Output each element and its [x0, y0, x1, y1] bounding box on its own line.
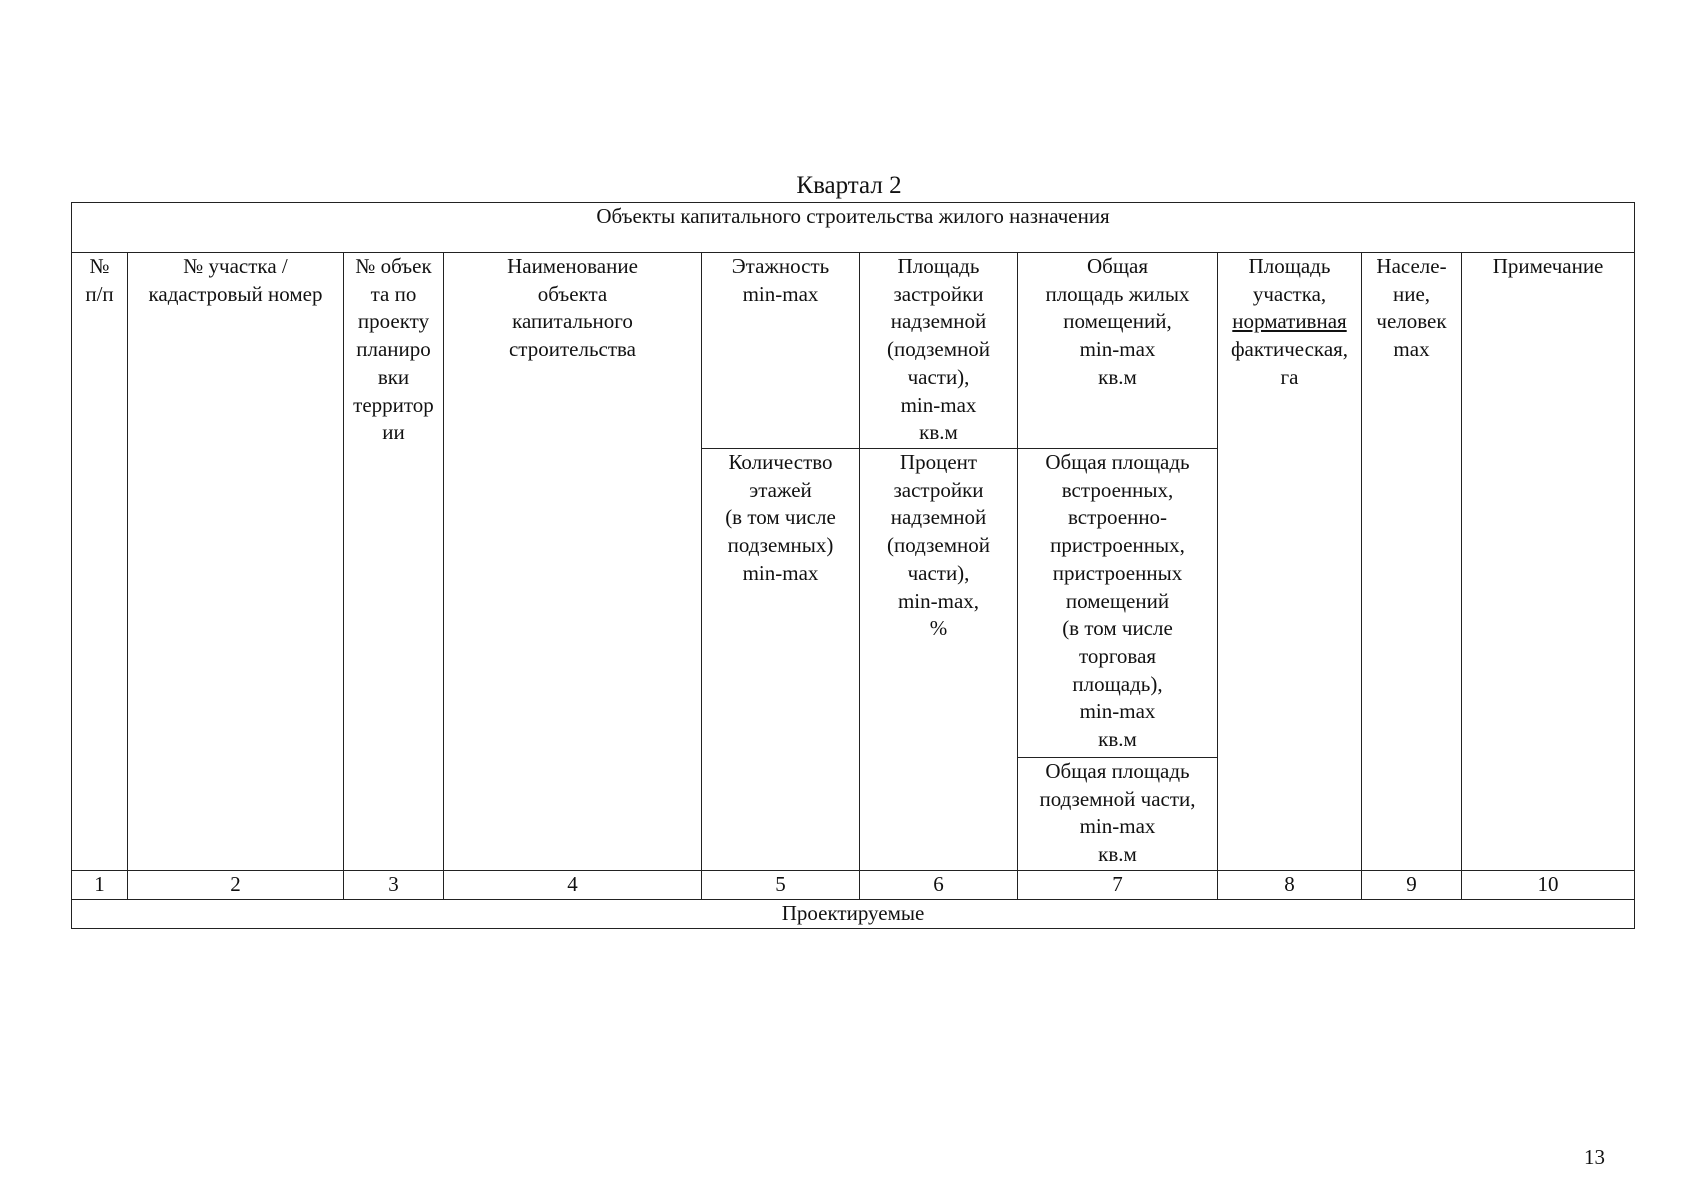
column-numbers-row	[72, 871, 1635, 900]
header-line: min-max	[1079, 814, 1156, 839]
header-line: проекту	[357, 309, 430, 334]
header-line: (в том числе	[1062, 616, 1173, 641]
header-line: вки	[377, 364, 410, 389]
column-number: 1	[72, 871, 128, 900]
header-line: Общая площадь	[1045, 450, 1190, 474]
header-object-number	[344, 253, 444, 871]
header-note	[1462, 253, 1635, 871]
header-line: части),	[907, 560, 970, 585]
header-line: кв.м	[1098, 364, 1137, 389]
header-line: Площадь	[1248, 254, 1331, 278]
column-number: 10	[1462, 871, 1635, 900]
column-number: 3	[344, 871, 444, 900]
header-line: капитального	[512, 309, 633, 334]
header-line: застройки	[893, 281, 984, 306]
header-line: территор	[353, 392, 434, 417]
header-building-percent	[860, 449, 1018, 871]
header-floor-count	[702, 449, 860, 871]
header-residential-area	[1018, 253, 1218, 449]
header-line: min-max	[742, 560, 819, 585]
column-number: 9	[1362, 871, 1462, 900]
header-line: (подземной	[887, 533, 990, 558]
header-line: кв.м	[919, 420, 958, 445]
column-number: 6	[860, 871, 1018, 900]
header-built-in-area	[1018, 449, 1218, 758]
column-number: 4	[444, 871, 702, 900]
header-line: встроенных,	[1061, 477, 1174, 502]
header-line: Общая площадь	[1045, 759, 1190, 783]
header-line: %	[929, 616, 948, 641]
header-plot-area	[1218, 253, 1362, 871]
header-line: min-max	[900, 392, 977, 417]
header-line: строительства	[508, 337, 636, 362]
header-line: застройки	[893, 477, 984, 502]
header-line: объекта	[537, 281, 608, 306]
column-number: 2	[128, 871, 344, 900]
header-line: ии	[382, 420, 405, 445]
header-line: Примечание	[1492, 254, 1604, 278]
header-line: площадь жилых	[1045, 281, 1190, 306]
header-line: Этажность	[731, 254, 830, 278]
header-line: № участка /	[183, 254, 288, 278]
header-population	[1362, 253, 1462, 871]
header-line: Площадь	[897, 254, 980, 278]
column-number: 7	[1018, 871, 1218, 900]
header-line: встроенно-	[1067, 505, 1168, 530]
header-line: min-max	[742, 281, 819, 306]
header-line: помещений	[1065, 588, 1170, 613]
header-line: min-max,	[897, 588, 980, 613]
header-line: подземной части,	[1039, 786, 1196, 811]
header-line: участка,	[1252, 281, 1327, 306]
header-line: Населе-	[1376, 254, 1447, 278]
header-line: торговая	[1078, 643, 1157, 668]
header-line: пристроенных,	[1050, 533, 1185, 558]
header-line: пристроенных	[1052, 560, 1183, 585]
header-line: площадь),	[1072, 671, 1163, 696]
residential-objects-table	[71, 202, 1635, 929]
header-line: Процент	[899, 450, 978, 474]
header-line: кв.м	[1098, 727, 1137, 752]
header-line: человек	[1376, 309, 1447, 334]
header-line: №	[89, 254, 110, 278]
page-title: Квартал 2	[796, 172, 902, 199]
header-object-name	[444, 253, 702, 871]
header-line: кв.м	[1098, 842, 1137, 867]
header-line: ние,	[1392, 281, 1431, 306]
header-plot-number	[128, 253, 344, 871]
table-span-title: Объекты капитального строительства жилого назначения	[72, 203, 1635, 253]
column-number: 8	[1218, 871, 1362, 900]
header-line: № объек	[355, 254, 432, 278]
column-number: 5	[702, 871, 860, 900]
header-line: кадастровый номер	[148, 281, 323, 306]
header-line: max	[1393, 337, 1430, 362]
header-building-area	[860, 253, 1018, 449]
header-line: та по	[370, 281, 417, 306]
header-line: планиро	[356, 337, 431, 362]
header-line: помещений,	[1063, 309, 1172, 334]
header-line: п/п	[85, 281, 114, 306]
page-number: 13	[1584, 1145, 1605, 1169]
header-line: этажей	[749, 477, 812, 502]
header-line: подземных)	[727, 533, 834, 558]
header-line: нормативная	[1232, 309, 1347, 334]
section-label: Проектируемые	[72, 900, 1635, 929]
header-line: части),	[907, 364, 970, 389]
header-line: Количество	[728, 450, 833, 474]
header-line: Наименование	[507, 254, 638, 278]
header-line: надземной	[890, 505, 987, 530]
header-line: надземной	[890, 309, 987, 334]
header-line: min-max	[1079, 337, 1156, 362]
header-floors	[702, 253, 860, 449]
header-underground-area	[1018, 758, 1218, 871]
header-line: min-max	[1079, 699, 1156, 724]
header-line: (подземной	[887, 337, 990, 362]
header-line: Общая	[1086, 254, 1148, 278]
header-line: (в том числе	[725, 505, 836, 530]
header-line: га	[1280, 364, 1299, 389]
header-row-number	[72, 253, 128, 871]
header-line: фактическая,	[1230, 337, 1349, 362]
